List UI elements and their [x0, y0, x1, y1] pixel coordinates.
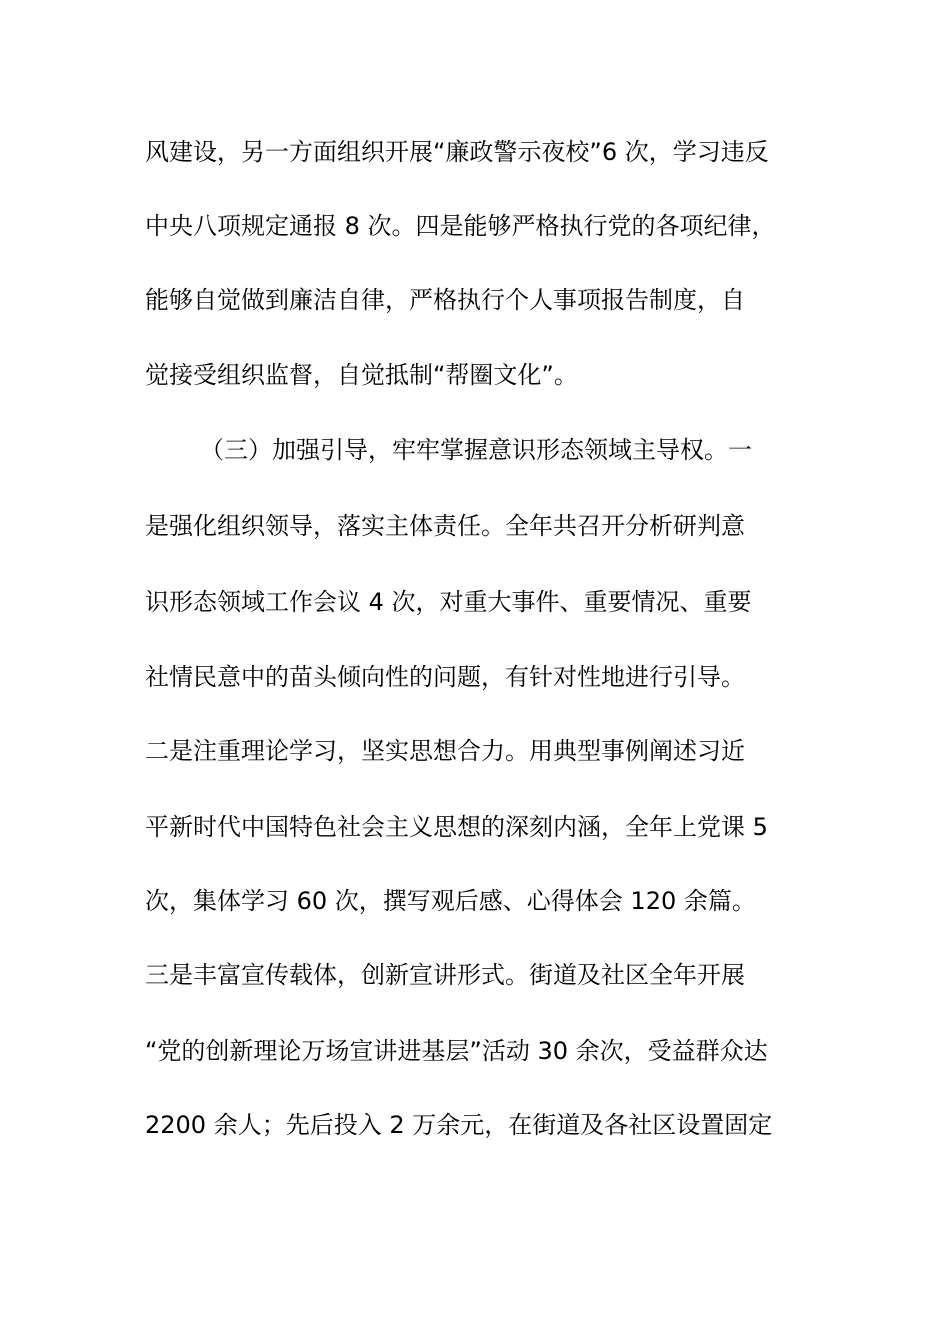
text-line: 次，集体学习 60 次，撰写观后感、心得体会 120 余篇。 — [145, 887, 756, 915]
text-line: 三是丰富宣传载体，创新宣讲形式。街道及社区全年开展 — [145, 961, 745, 989]
text-line: 能够自觉做到廉洁自律，严格执行个人事项报告制度，自 — [145, 286, 745, 314]
text-line: 是强化组织领导，落实主体责任。全年共召开分析研判意 — [145, 512, 745, 540]
text-line: 中央八项规定通报 8 次。四是能够严格执行党的各项纪律， — [145, 212, 776, 240]
section-heading-line: （三）加强引导，牢牢掌握意识形态领域主导权。一 — [200, 436, 752, 464]
text-line: 觉接受组织监督，自觉抵制“帮圈文化”。 — [145, 361, 578, 389]
text-line: 二是注重理论学习，坚实思想合力。用典型事例阐述习近 — [145, 737, 745, 765]
text-line: 社情民意中的苗头倾向性的问题，有针对性地进行引导。 — [145, 663, 745, 691]
text-line: 风建设，另一方面组织开展“廉政警示夜校”6 次，学习违反 — [145, 138, 769, 166]
text-line: 2200 余人；先后投入 2 万余元，在街道及各社区设置固定 — [145, 1111, 773, 1139]
text-line: “党的创新理论万场宣讲进基层”活动 30 余次，受益群众达 — [145, 1037, 768, 1065]
text-line: 识形态领域工作会议 4 次，对重大事件、重要情况、重要 — [145, 588, 752, 616]
text-line: 平新时代中国特色社会主义思想的深刻内涵，全年上党课 5 — [145, 813, 768, 841]
